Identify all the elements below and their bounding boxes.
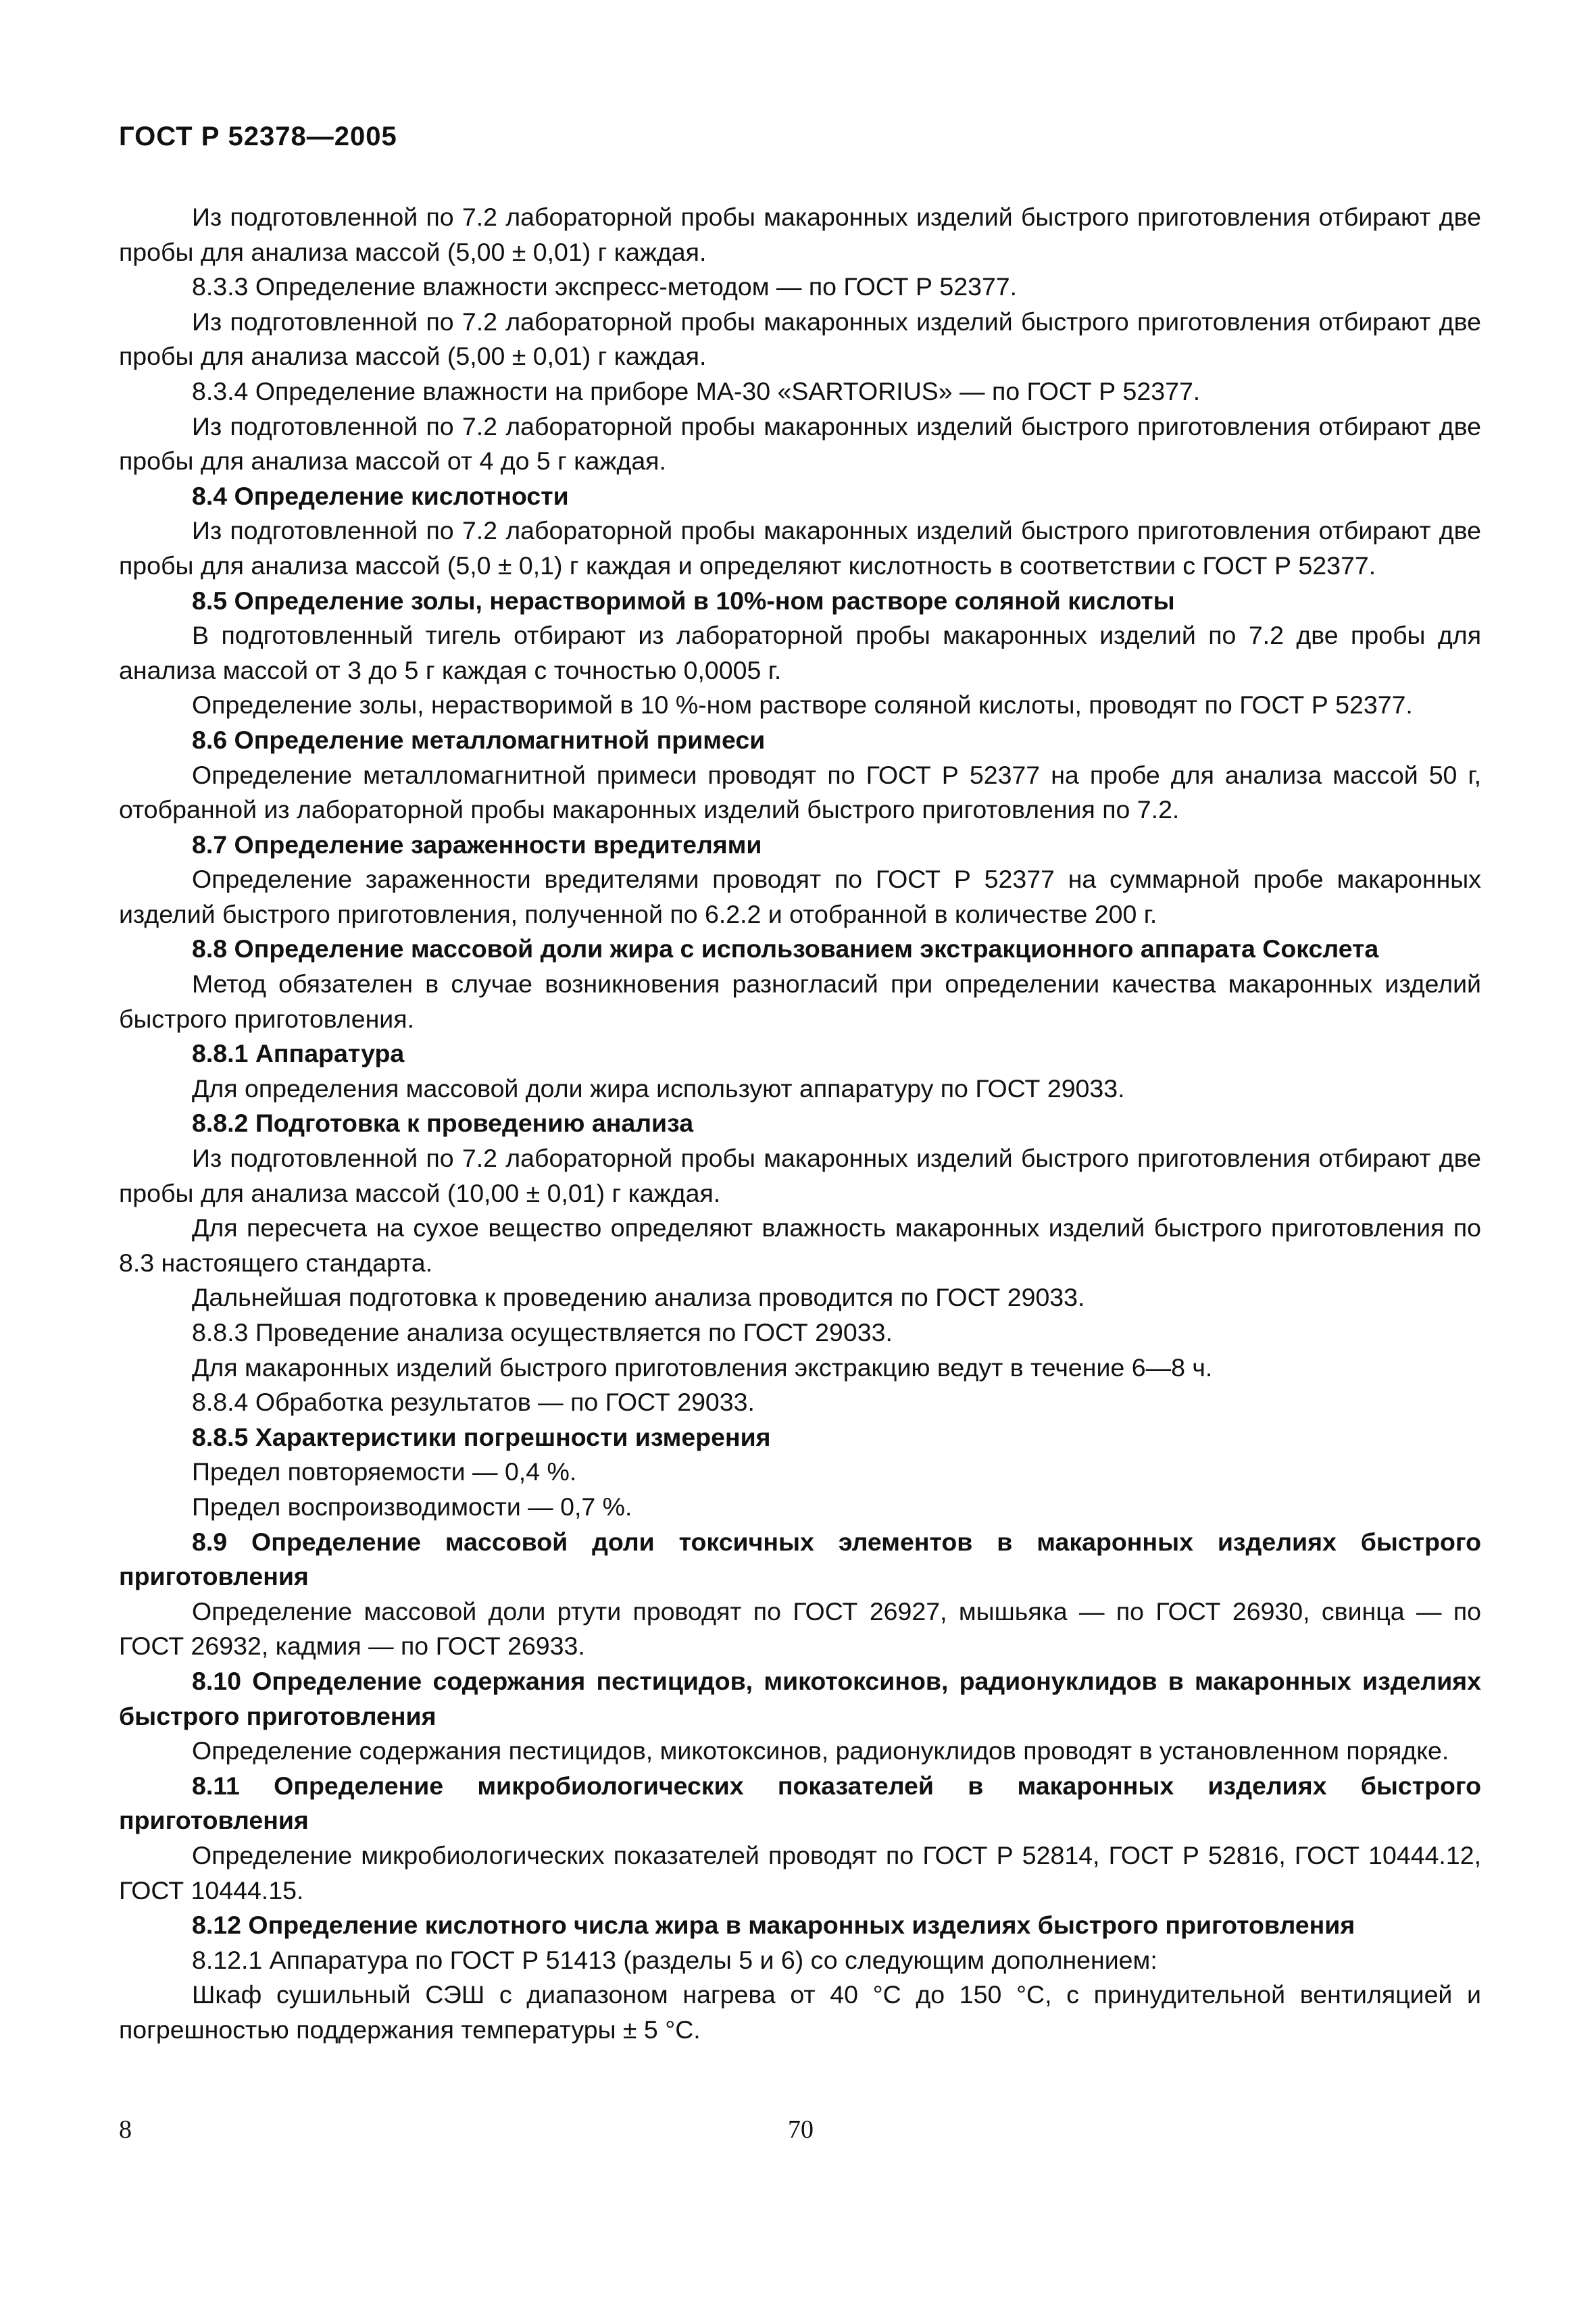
body-paragraph: Шкаф сушильный СЭШ с диапазоном нагрева от 40 °С до 150 °С, с принудительной вентиляцией и погрешностью поддержания температуры ± 5 °С.: [119, 1980, 1481, 2044]
section-heading: 8.11 Определение микробиологических показателей в макаронных изделиях быстрого приготовления: [119, 1771, 1481, 1835]
body-paragraph: 8.8.4 Обработка результатов — по ГОСТ 29033.: [192, 1388, 755, 1417]
section-heading: 8.8 Определение массовой доли жира с использованием экстракционного аппарата Сокслета: [192, 934, 1379, 963]
body-paragraph: Определение микробиологических показателей проводят по ГОСТ Р 52814, ГОСТ Р 52816, ГОСТ 10444.12, ГОСТ 10444.15.: [119, 1840, 1481, 1905]
document-body: [119, 200, 1481, 2047]
section-heading: 8.8.1 Аппаратура: [192, 1039, 405, 1068]
section-heading: 8.7 Определение зараженности вредителями: [192, 830, 762, 859]
body-paragraph: Для макаронных изделий быстрого приготовления экстракцию ведут в течение 6—8 ч.: [192, 1353, 1213, 1382]
body-paragraph: 8.8.3 Проведение анализа осуществляется по ГОСТ 29033.: [192, 1318, 893, 1347]
body-paragraph: 8.12.1 Аппаратура по ГОСТ Р 51413 (разделы 5 и 6) со следующим дополнением:: [192, 1945, 1157, 1974]
body-paragraph: Определение зараженности вредителями проводят по ГОСТ Р 52377 на суммарной пробе макаронных изделий быстрого приготовления, полученной по 6.2.2 и отобранной в количестве 200 г.: [119, 865, 1481, 928]
body-paragraph: Из подготовленной по 7.2 лабораторной пробы макаронных изделий быстрого приготовления отбирают две пробы для анализа массой (5,00 ± 0,01) г каждая.: [119, 307, 1481, 371]
body-paragraph: Для определения массовой доли жира используют аппаратуру по ГОСТ 29033.: [192, 1074, 1125, 1103]
body-paragraph: Из подготовленной по 7.2 лабораторной пробы макаронных изделий быстрого приготовления отбирают две пробы для анализа массой (5,00 ± 0,01) г каждая.: [119, 203, 1481, 266]
body-paragraph: Из подготовленной по 7.2 лабораторной пробы макаронных изделий быстрого приготовления отбирают две пробы для анализа массой (10,00 ± 0,01) г каждая.: [119, 1144, 1481, 1207]
section-heading: 8.6 Определение металломагнитной примеси: [192, 725, 766, 754]
body-paragraph: Предел повторяемости — 0,4 %.: [192, 1457, 577, 1486]
section-heading: 8.8.2 Подготовка к проведению анализа: [192, 1109, 694, 1138]
body-paragraph: В подготовленный тигель отбирают из лабораторной пробы макаронных изделий по 7.2 две пробы для анализа массой от 3 до 5 г каждая с точностью 0,0005 г.: [119, 621, 1481, 684]
body-paragraph: Предел воспроизводимости — 0,7 %.: [192, 1492, 632, 1521]
body-paragraph: Определение золы, нерастворимой в 10 %-ном растворе соляной кислоты, проводят по ГОСТ Р 52377.: [192, 690, 1413, 720]
body-paragraph: Из подготовленной по 7.2 лабораторной пробы макаронных изделий быстрого приготовления отбирают две пробы для анализа массой (5,0 ± 0,1) г каждая и определяют кислотность в соответствии с ГОСТ Р 52377.: [119, 516, 1481, 580]
sheet-number: 70: [788, 2115, 814, 2144]
section-heading: 8.12 Определение кислотного числа жира в макаронных изделиях быстрого приготовления: [192, 1911, 1355, 1940]
section-heading: 8.9 Определение массовой доли токсичных элементов в макаронных изделиях быстрого приготовления: [119, 1527, 1481, 1591]
section-heading: 8.5 Определение золы, нерастворимой в 10%-ном растворе соляной кислоты: [192, 586, 1175, 615]
section-heading: 8.10 Определение содержания пестицидов, микотоксинов, радионуклидов в макаронных изделиях быстрого приготовления: [119, 1666, 1481, 1730]
body-paragraph: Определение металломагнитной примеси проводят по ГОСТ Р 52377 на пробе для анализа массой 50 г, отобранной из лабораторной пробы макаронных изделий быстрого приготовления по 7.2.: [119, 760, 1481, 824]
body-paragraph: Для пересчета на сухое вещество определяют влажность макаронных изделий быстрого приготовления по 8.3 настоящего стандарта.: [119, 1213, 1481, 1277]
section-heading: 8.4 Определение кислотности: [192, 481, 569, 510]
body-paragraph: 8.3.3 Определение влажности экспресс-методом — по ГОСТ Р 52377.: [192, 272, 1018, 301]
body-paragraph: Из подготовленной по 7.2 лабораторной пробы макаронных изделий быстрого приготовления отбирают две пробы для анализа массой от 4 до 5 г каждая.: [119, 411, 1481, 476]
document-header: ГОСТ Р 52378—2005: [119, 122, 397, 151]
body-paragraph: Определение массовой доли ртути проводят по ГОСТ 26927, мышьяка — по ГОСТ 26930, свинца — по ГОСТ 26932, кадмия — по ГОСТ 26933.: [119, 1596, 1481, 1661]
body-paragraph: Дальнейшая подготовка к проведению анализа проводится по ГОСТ 29033.: [192, 1283, 1085, 1312]
body-paragraph: Определение содержания пестицидов, микотоксинов, радионуклидов проводят в установленном порядке.: [192, 1736, 1449, 1765]
page-number: 8: [119, 2115, 132, 2144]
body-paragraph: 8.3.4 Определение влажности на приборе МА-30 «SARTORIUS» — по ГОСТ Р 52377.: [192, 376, 1201, 405]
body-paragraph: Метод обязателен в случае возникновения разногласий при определении качества макаронных изделий быстрого приготовления.: [119, 970, 1481, 1033]
section-heading: 8.8.5 Характеристики погрешности измерения: [192, 1422, 771, 1451]
